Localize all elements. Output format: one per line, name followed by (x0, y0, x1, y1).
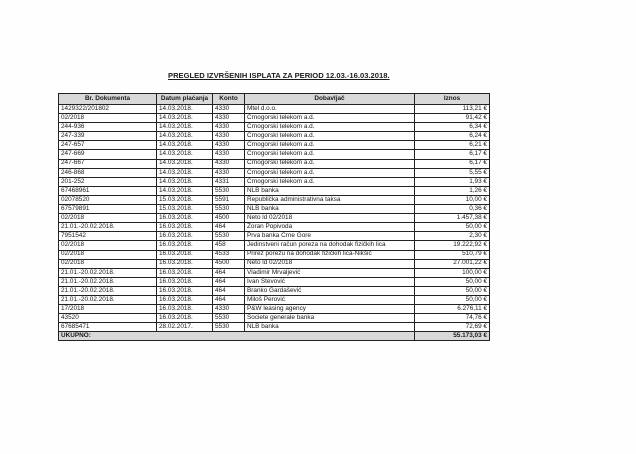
cell-supplier: Societe generale banka (245, 314, 415, 323)
table-row (59, 305, 490, 314)
total-amount: 55.173,03 € (415, 332, 490, 341)
cell-supplier: Neto ld 02/2018 (245, 214, 415, 223)
cell-konto: 4500 (213, 259, 245, 268)
cell-payment-date: 16.03.2018. (157, 305, 213, 314)
column-header-supplier: Dobavljač (245, 94, 415, 105)
table-row (59, 150, 490, 159)
table-row (59, 250, 490, 259)
cell-payment-date: 16.03.2018. (157, 295, 213, 304)
cell-doc-number: 02078520 (59, 195, 157, 204)
table-row (59, 241, 490, 250)
cell-payment-date: 16.03.2018. (157, 250, 213, 259)
cell-payment-date: 14.03.2018. (157, 141, 213, 150)
table-row (59, 232, 490, 241)
cell-supplier: Miloš Perović (245, 295, 415, 304)
table-row (59, 195, 490, 204)
cell-konto: 5530 (213, 323, 245, 332)
table-row (59, 223, 490, 232)
cell-payment-date: 16.03.2018. (157, 268, 213, 277)
cell-amount: 91,42 € (415, 114, 490, 123)
cell-supplier: Zoran Popivoda (245, 223, 415, 232)
cell-doc-number: 247-669 (59, 150, 157, 159)
cell-supplier: Ivan Stevović (245, 277, 415, 286)
cell-konto: 464 (213, 295, 245, 304)
cell-konto: 5530 (213, 186, 245, 195)
cell-doc-number: 21.01.-20.02.2018. (59, 286, 157, 295)
cell-konto: 464 (213, 277, 245, 286)
cell-doc-number: 244-936 (59, 123, 157, 132)
table-row (59, 186, 490, 195)
cell-konto: 4330 (213, 305, 245, 314)
table-row (59, 323, 490, 332)
cell-payment-date: 15.03.2018. (157, 195, 213, 204)
cell-supplier: Mtel d.o.o. (245, 105, 415, 114)
column-header-amount: Iznos (415, 94, 490, 105)
cell-payment-date: 16.03.2018. (157, 277, 213, 286)
cell-amount: 0,36 € (415, 205, 490, 214)
cell-supplier: Prva banka Crne Gore (245, 232, 415, 241)
cell-payment-date: 14.03.2018. (157, 159, 213, 168)
cell-supplier: NLB banka (245, 323, 415, 332)
cell-amount: 100,00 € (415, 268, 490, 277)
cell-payment-date: 14.03.2018. (157, 105, 213, 114)
table-body (59, 105, 490, 332)
cell-doc-number: 21.01.-20.02.2018. (59, 277, 157, 286)
cell-amount: 50,00 € (415, 286, 490, 295)
cell-amount: 1,26 € (415, 186, 490, 195)
table-row (59, 314, 490, 323)
cell-konto: 464 (213, 268, 245, 277)
cell-payment-date: 16.03.2018. (157, 232, 213, 241)
cell-supplier: NLB banka (245, 205, 415, 214)
column-header-doc: Br. Dokumenta (59, 94, 157, 105)
cell-amount: 5,55 € (415, 168, 490, 177)
cell-doc-number: 1429322/201802 (59, 105, 157, 114)
table-row (59, 277, 490, 286)
cell-konto: 4330 (213, 114, 245, 123)
table-row (59, 141, 490, 150)
cell-doc-number: 67579891 (59, 205, 157, 214)
cell-konto: 458 (213, 241, 245, 250)
cell-amount: 72,69 € (415, 323, 490, 332)
cell-payment-date: 14.03.2018. (157, 114, 213, 123)
report-title: PREGLED IZVRŠENIH ISPLATA ZA PERIOD 12.03.-16.03.2018. (168, 71, 390, 80)
cell-doc-number: 7951542 (59, 232, 157, 241)
cell-supplier: Vladimir Mrvaljević (245, 268, 415, 277)
cell-doc-number: 247-667 (59, 159, 157, 168)
cell-supplier: Crnogorski telekom a.d. (245, 168, 415, 177)
cell-supplier: NLB banka (245, 186, 415, 195)
cell-supplier: Prirez porezu na dohodak fizičkih lica-Nikšić (245, 250, 415, 259)
cell-payment-date: 28.02.2017. (157, 323, 213, 332)
cell-payment-date: 16.03.2018. (157, 214, 213, 223)
cell-doc-number: 02/2018 (59, 114, 157, 123)
cell-supplier: Crnogorski telekom a.d. (245, 177, 415, 186)
table-row (59, 114, 490, 123)
cell-amount: 6,34 € (415, 123, 490, 132)
table-row (59, 123, 490, 132)
cell-supplier: Neto ld 02/2018 (245, 259, 415, 268)
cell-payment-date: 14.03.2018. (157, 132, 213, 141)
cell-supplier: Crnogorski telekom a.d. (245, 123, 415, 132)
cell-konto: 464 (213, 223, 245, 232)
cell-konto: 4330 (213, 105, 245, 114)
cell-konto: 4330 (213, 168, 245, 177)
table-row (59, 168, 490, 177)
cell-doc-number: 67685471 (59, 323, 157, 332)
cell-amount: 19.222,92 € (415, 241, 490, 250)
cell-amount: 50,00 € (415, 295, 490, 304)
cell-amount: 27.001,22 € (415, 259, 490, 268)
table-row (59, 105, 490, 114)
column-header-date: Datum plaćanja (157, 94, 213, 105)
total-label: UKUPNO: (59, 332, 415, 341)
cell-payment-date: 15.03.2018. (157, 205, 213, 214)
cell-konto: 4330 (213, 150, 245, 159)
cell-konto: 4500 (213, 214, 245, 223)
cell-konto: 5530 (213, 232, 245, 241)
cell-konto: 4331 (213, 177, 245, 186)
table-row (59, 132, 490, 141)
cell-amount: 1.457,38 € (415, 214, 490, 223)
cell-amount: 6,17 € (415, 159, 490, 168)
cell-doc-number: 21.01.-20.02.2018. (59, 223, 157, 232)
cell-konto: 4330 (213, 159, 245, 168)
cell-amount: 74,76 € (415, 314, 490, 323)
cell-amount: 10,00 € (415, 195, 490, 204)
cell-amount: 6,21 € (415, 141, 490, 150)
cell-supplier: Branko Gardašević (245, 286, 415, 295)
cell-konto: 4330 (213, 132, 245, 141)
cell-amount: 6,17 € (415, 150, 490, 159)
cell-doc-number: 247-339 (59, 132, 157, 141)
table-row (59, 205, 490, 214)
cell-doc-number: 17/2018 (59, 305, 157, 314)
total-row (59, 332, 490, 341)
cell-doc-number: 247-657 (59, 141, 157, 150)
cell-konto: 4330 (213, 123, 245, 132)
column-header-konto: Konto (213, 94, 245, 105)
cell-amount: 1,93 € (415, 177, 490, 186)
cell-konto: 5530 (213, 205, 245, 214)
cell-payment-date: 14.03.2018. (157, 123, 213, 132)
cell-konto: 464 (213, 286, 245, 295)
cell-supplier: Jedinstveni račun poreza na dohodak fizičkih lica (245, 241, 415, 250)
table-row (59, 259, 490, 268)
table-row (59, 159, 490, 168)
table-row (59, 286, 490, 295)
cell-amount: 2,30 € (415, 232, 490, 241)
cell-doc-number: 02/2018 (59, 259, 157, 268)
table-row (59, 177, 490, 186)
cell-doc-number: 43520 (59, 314, 157, 323)
cell-amount: 6,24 € (415, 132, 490, 141)
cell-konto: 5591 (213, 195, 245, 204)
cell-konto: 4533 (213, 250, 245, 259)
cell-payment-date: 14.03.2018. (157, 186, 213, 195)
cell-amount: 50,00 € (415, 223, 490, 232)
cell-supplier: Crnogorski telekom a.d. (245, 132, 415, 141)
cell-payment-date: 14.03.2018. (157, 168, 213, 177)
cell-amount: 6.276,11 € (415, 305, 490, 314)
table-row (59, 268, 490, 277)
payments-table (58, 93, 490, 341)
cell-supplier: Crnogorski telekom a.d. (245, 159, 415, 168)
cell-doc-number: 02/2018 (59, 241, 157, 250)
cell-supplier: Republička administrativna taksa (245, 195, 415, 204)
cell-payment-date: 16.03.2018. (157, 286, 213, 295)
table-row (59, 214, 490, 223)
table-row (59, 295, 490, 304)
cell-payment-date: 16.03.2018. (157, 259, 213, 268)
cell-konto: 5530 (213, 314, 245, 323)
cell-amount: 113,21 € (415, 105, 490, 114)
cell-payment-date: 14.03.2018. (157, 177, 213, 186)
cell-payment-date: 16.03.2018. (157, 241, 213, 250)
cell-konto: 4330 (213, 141, 245, 150)
cell-doc-number: 02/2018 (59, 250, 157, 259)
cell-payment-date: 16.03.2018. (157, 314, 213, 323)
cell-supplier: Crnogorski telekom a.d. (245, 114, 415, 123)
cell-amount: 510,79 € (415, 250, 490, 259)
cell-doc-number: 21.01.-20.02.2018. (59, 295, 157, 304)
cell-doc-number: 246-868 (59, 168, 157, 177)
cell-amount: 50,00 € (415, 277, 490, 286)
cell-doc-number: 201-252 (59, 177, 157, 186)
cell-payment-date: 14.03.2018. (157, 150, 213, 159)
cell-doc-number: 21.01.-20.02.2018. (59, 268, 157, 277)
table-header-row (59, 94, 490, 105)
cell-supplier: Crnogorski telekom a.d. (245, 141, 415, 150)
cell-supplier: Crnogorski telekom a.d. (245, 150, 415, 159)
cell-payment-date: 16.03.2018. (157, 223, 213, 232)
cell-doc-number: 67468961 (59, 186, 157, 195)
cell-supplier: P&W leasing agency (245, 305, 415, 314)
cell-doc-number: 02/2018 (59, 214, 157, 223)
